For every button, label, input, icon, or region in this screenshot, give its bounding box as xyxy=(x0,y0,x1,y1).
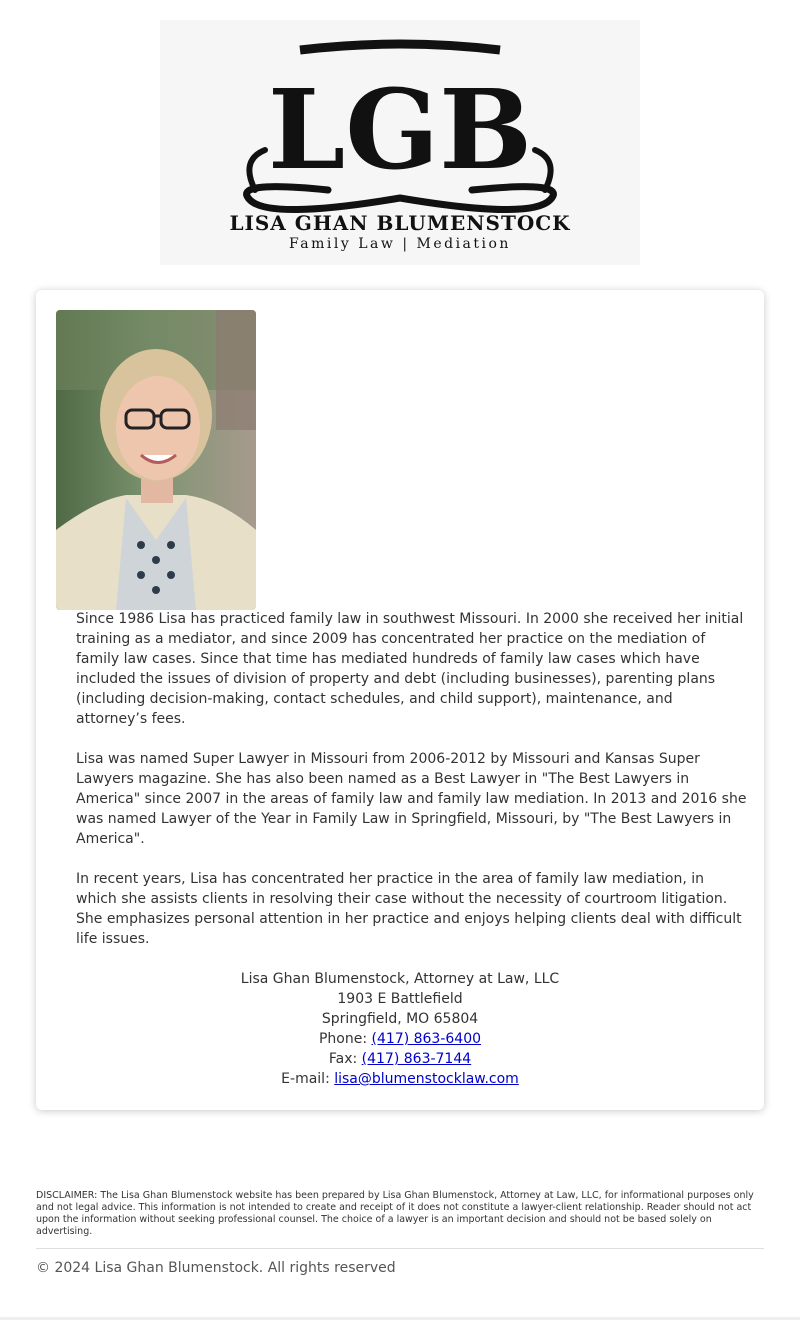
disclaimer-text: DISCLAIMER: The Lisa Ghan Blumenstock website has been prepared by Lisa Ghan Blumenstock, Attorney at Law, LLC, for informational purposes only and not legal advice. This information is not intended to create and receipt of it does not constitute a lawyer-client relationship. Reader should not act upon the information without seeking professional counsel. The choice of a lawyer is an important decision and should not be based solely on advertising. xyxy=(36,1190,754,1237)
logo-tagline: Family Law | Mediation xyxy=(289,236,511,252)
email-line xyxy=(36,1069,764,1089)
bio-paragraph: Since 1986 Lisa has practiced family law in southwest Missouri. In 2000 she received her initial training as a mediator, and since 2009 has concentrated her practice on the mediation of family law cases. Since that time has mediated hundreds of family law cases which have included the issues of division of property and debt (including businesses), parenting plans (including decision-making, contact schedules, and child support), maintenance, and attorney’s fees. xyxy=(76,611,744,727)
fax-link[interactable]: (417) 863-7144 xyxy=(361,1051,472,1067)
city-address: Springfield, MO 65804 xyxy=(321,1011,479,1027)
email-label: E-mail: xyxy=(281,1071,335,1087)
footer-divider xyxy=(36,1248,764,1249)
logo-monogram: LGB xyxy=(267,65,533,194)
contact-block xyxy=(36,969,764,1089)
portrait-image xyxy=(56,310,256,610)
bio-text xyxy=(76,609,748,969)
site-logo[interactable] xyxy=(160,20,640,265)
fax-line xyxy=(36,1049,764,1069)
bio-paragraph: Lisa was named Super Lawyer in Missouri from 2006-2012 by Missouri and Kansas Super Lawyers magazine. She has also been named as a Best Lawyer in "The Best Lawyers in America" since 2007 in the areas of family law and family law mediation. In 2013 and 2016 she was named Lawyer of the Year in Family Law in Springfield, Missouri, by "The Best Lawyers in America". xyxy=(76,751,747,847)
fax-label: Fax: xyxy=(328,1051,362,1067)
logo-name: LISA GHAN BLUMENSTOCK xyxy=(229,211,571,235)
copyright-text: © 2024 Lisa Ghan Blumenstock. All rights reserved xyxy=(36,1260,396,1276)
firm-name: Lisa Ghan Blumenstock, Attorney at Law, LLC xyxy=(240,971,560,987)
email-link[interactable]: lisa@blumenstocklaw.com xyxy=(334,1071,519,1087)
phone-link[interactable]: (417) 863-6400 xyxy=(371,1031,482,1047)
monogram-logo-graphic xyxy=(160,20,640,265)
bio-paragraph: In recent years, Lisa has concentrated her practice in the area of family law mediation, in which she assists clients in resolving their case without the necessity of courtroom litigation. She emphasizes personal attention in her practice and enjoys helping clients deal with difficult life issues. xyxy=(76,871,742,947)
attorney-portrait xyxy=(56,310,256,610)
about-card xyxy=(36,290,764,1110)
phone-label: Phone: xyxy=(318,1031,372,1047)
phone-line xyxy=(36,1029,764,1049)
street-address: 1903 E Battlefield xyxy=(337,991,463,1007)
